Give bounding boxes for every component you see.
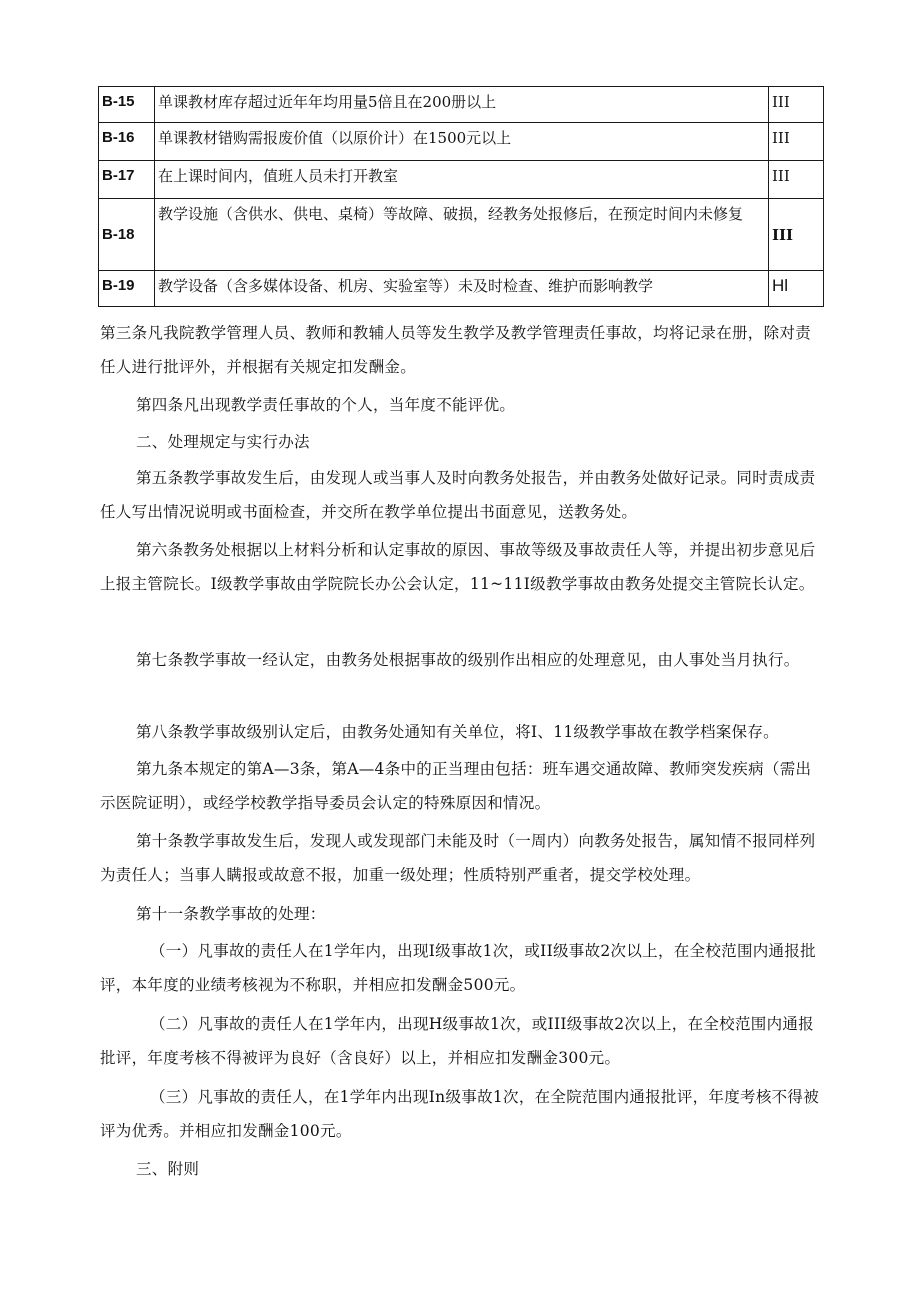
incident-level: Hl (769, 271, 824, 307)
article-6: 第六条教务处根据以上材料分析和认定事故的原因、事故等级及事故责任人等，并提出初步意见后上报主管院长。I级教学事故由学院院长办公会认定，11~11I级教学事故由教务处提交主管院长认定。 (100, 541, 816, 593)
incident-description: 教学设施（含供水、供电、桌椅）等故障、破损，经教务处报修后，在预定时间内未修复 (155, 199, 769, 271)
table-row (99, 199, 824, 271)
article-11-item-2: （二）凡事故的责任人在1学年内，出现H级事故1次，或III级事故2次以上，在全校范围内通报批评，年度考核不得被评为良好（含良好）以上，并相应扣发酬金300元。 (100, 1015, 814, 1067)
incident-description: 教学设备（含多媒体设备、机房、实验室等）未及时检查、维护而影响教学 (155, 271, 769, 307)
incident-level: III (769, 199, 824, 271)
incident-code: B-19 (99, 271, 155, 307)
section-heading-2: 二、处理规定与实行办法 (136, 433, 310, 451)
article-5: 第五条教学事故发生后，由发现人或当事人及时向教务处报告，并由教务处做好记录。同时责成责任人写出情况说明或书面检查，并交所在教学单位提出书面意见，送教务处。 (100, 469, 816, 521)
article-9: 第九条本规定的第A—3条，第A—4条中的正当理由包括：班车遇交通故障、教师突发疾病（需出示医院证明），或经学校教学指导委员会认定的特殊原因和情况。 (100, 760, 812, 812)
incident-level: III (769, 161, 824, 199)
article-8: 第八条教学事故级别认定后，由教务处通知有关单位，将I、11级教学事故在教学档案保存。 (136, 723, 779, 741)
incident-code: B-16 (99, 123, 155, 161)
article-4: 第四条凡出现教学责任事故的个人，当年度不能评优。 (136, 396, 516, 414)
article-11-item-3: （三）凡事故的责任人，在1学年内出现In级事故1次，在全院范围内通报批评，年度考核不得被评为优秀。并相应扣发酬金100元。 (100, 1088, 820, 1140)
article-11: 第十一条教学事故的处理： (136, 905, 326, 923)
incident-code: B-15 (99, 87, 155, 123)
incident-description: 单课教材库存超过近年年均用量5倍且在200册以上 (155, 87, 769, 123)
table-row (99, 87, 824, 123)
incident-description: 单课教材错购需报废价值（以原价计）在1500元以上 (155, 123, 769, 161)
incident-code: B-17 (99, 161, 155, 199)
incident-level: III (769, 123, 824, 161)
section-heading-3: 三、附则 (136, 1160, 200, 1178)
article-11-item-1: （一）凡事故的责任人在1学年内，出现I级事故1次，或II级事故2次以上，在全校范围内通报批评，本年度的业绩考核视为不称职，并相应扣发酬金500元。 (100, 942, 816, 994)
article-3: 第三条凡我院教学管理人员、教师和教辅人员等发生教学及教学管理责任事故，均将记录在册，除对责任人进行批评外，并根据有关规定扣发酬金。 (100, 324, 812, 376)
table-row (99, 161, 824, 199)
article-7: 第七条教学事故一经认定，由教务处根据事故的级别作出相应的处理意见，由人事处当月执行。 (136, 651, 800, 669)
table-row (99, 123, 824, 161)
incident-description: 在上课时间内，值班人员未打开教室 (155, 161, 769, 199)
article-10: 第十条教学事故发生后，发现人或发现部门未能及时（一周内）向教务处报告，属知情不报同样列为责任人；当事人瞒报或故意不报，加重一级处理；性质特别严重者，提交学校处理。 (100, 832, 816, 884)
incident-code: B-18 (99, 199, 155, 271)
incident-level: III (769, 87, 824, 123)
incident-level-table (98, 86, 824, 307)
table-row (99, 271, 824, 307)
